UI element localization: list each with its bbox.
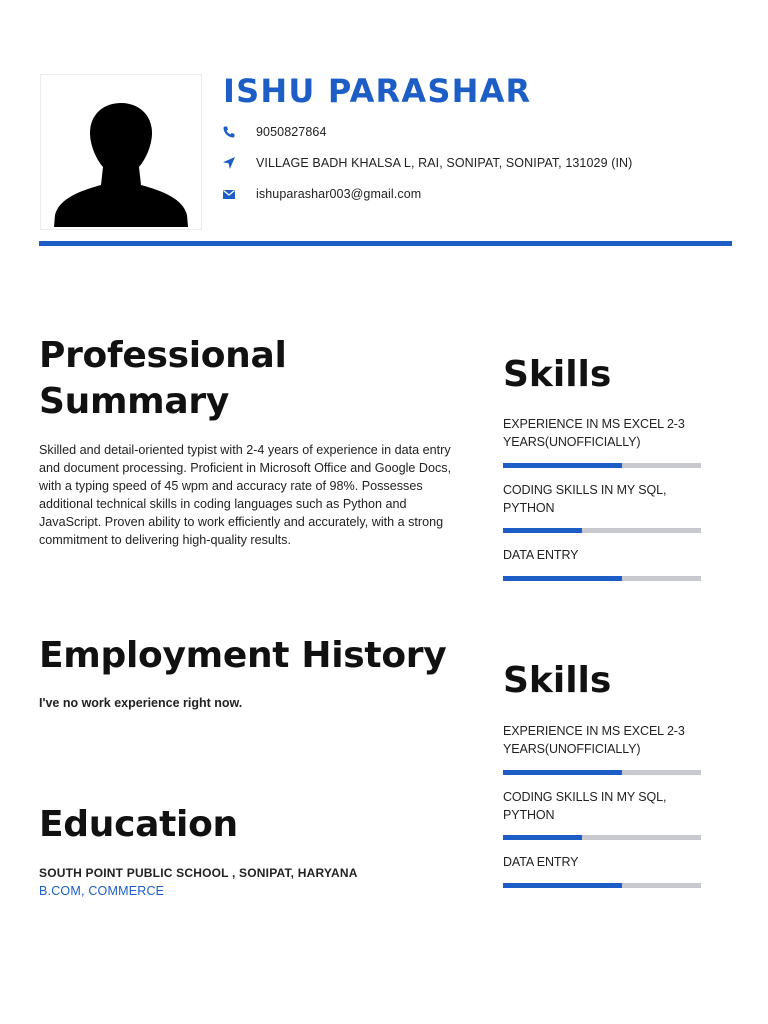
skill-label: CODING SKILLS IN MY SQL, PYTHON [503,483,667,515]
skill-bar-fill [503,576,622,581]
skill-bar-fill [503,770,622,775]
skill-bar [503,576,701,581]
skill-label: EXPERIENCE IN MS EXCEL 2-3 YEARS(UNOFFICIALLY) [503,724,685,756]
employment-heading: Employment History [39,635,447,676]
phone-number: 9050827864 [256,125,327,139]
education-degree: B.COM, COMMERCE [39,884,165,898]
summary-heading-line2: Summary [39,381,229,422]
skills-heading: Skills [503,354,612,395]
skill-label: CODING SKILLS IN MY SQL, PYTHON [503,790,667,822]
summary-heading [39,333,287,425]
envelope-icon [222,187,236,201]
summary-heading-line1: Professional [39,335,287,376]
person-silhouette-icon [41,75,201,229]
skill-label: DATA ENTRY [503,548,579,562]
skill-bar [503,770,701,775]
skill-bar-fill [503,883,622,888]
contact-address [222,154,632,172]
phone-icon [222,125,236,139]
skill-bar-fill [503,528,582,533]
summary-text: Skilled and detail-oriented typist with 2-4 years of experience in data entry and document processing. Proficient in Microsoft Office and Google Docs, with a typing speed of 45 wpm and accuracy rate of 98%. Possesses additional technical skills in coding languages such as Python and JavaScript. Proven ability to work efficiently and accurately, with a strong commitment to delivering high-quality results. [39,443,452,548]
skill-label: EXPERIENCE IN MS EXCEL 2-3 YEARS(UNOFFICIALLY) [503,417,685,449]
email-address: ishuparashar003@gmail.com [256,187,422,201]
profile-photo-placeholder [40,74,202,230]
skill-bar-fill [503,835,582,840]
skill-bar-fill [503,463,622,468]
contact-phone [222,123,327,141]
skill-bar [503,528,701,533]
location-arrow-icon [222,156,236,170]
contact-email [222,185,421,203]
education-school: SOUTH POINT PUBLIC SCHOOL , SONIPAT, HARYANA [39,866,358,880]
education-heading: Education [39,804,238,845]
skills-heading: Skills [503,660,612,701]
skill-bar [503,463,701,468]
skill-bar [503,835,701,840]
skill-label: DATA ENTRY [503,855,579,869]
address: VILLAGE BADH KHALSA L, RAI, SONIPAT, SONIPAT, 131029 (IN) [256,156,633,170]
skill-bar [503,883,701,888]
employment-text: I've no work experience right now. [39,696,243,710]
header-divider [39,241,732,246]
candidate-name: ISHU PARASHAR [223,72,532,110]
